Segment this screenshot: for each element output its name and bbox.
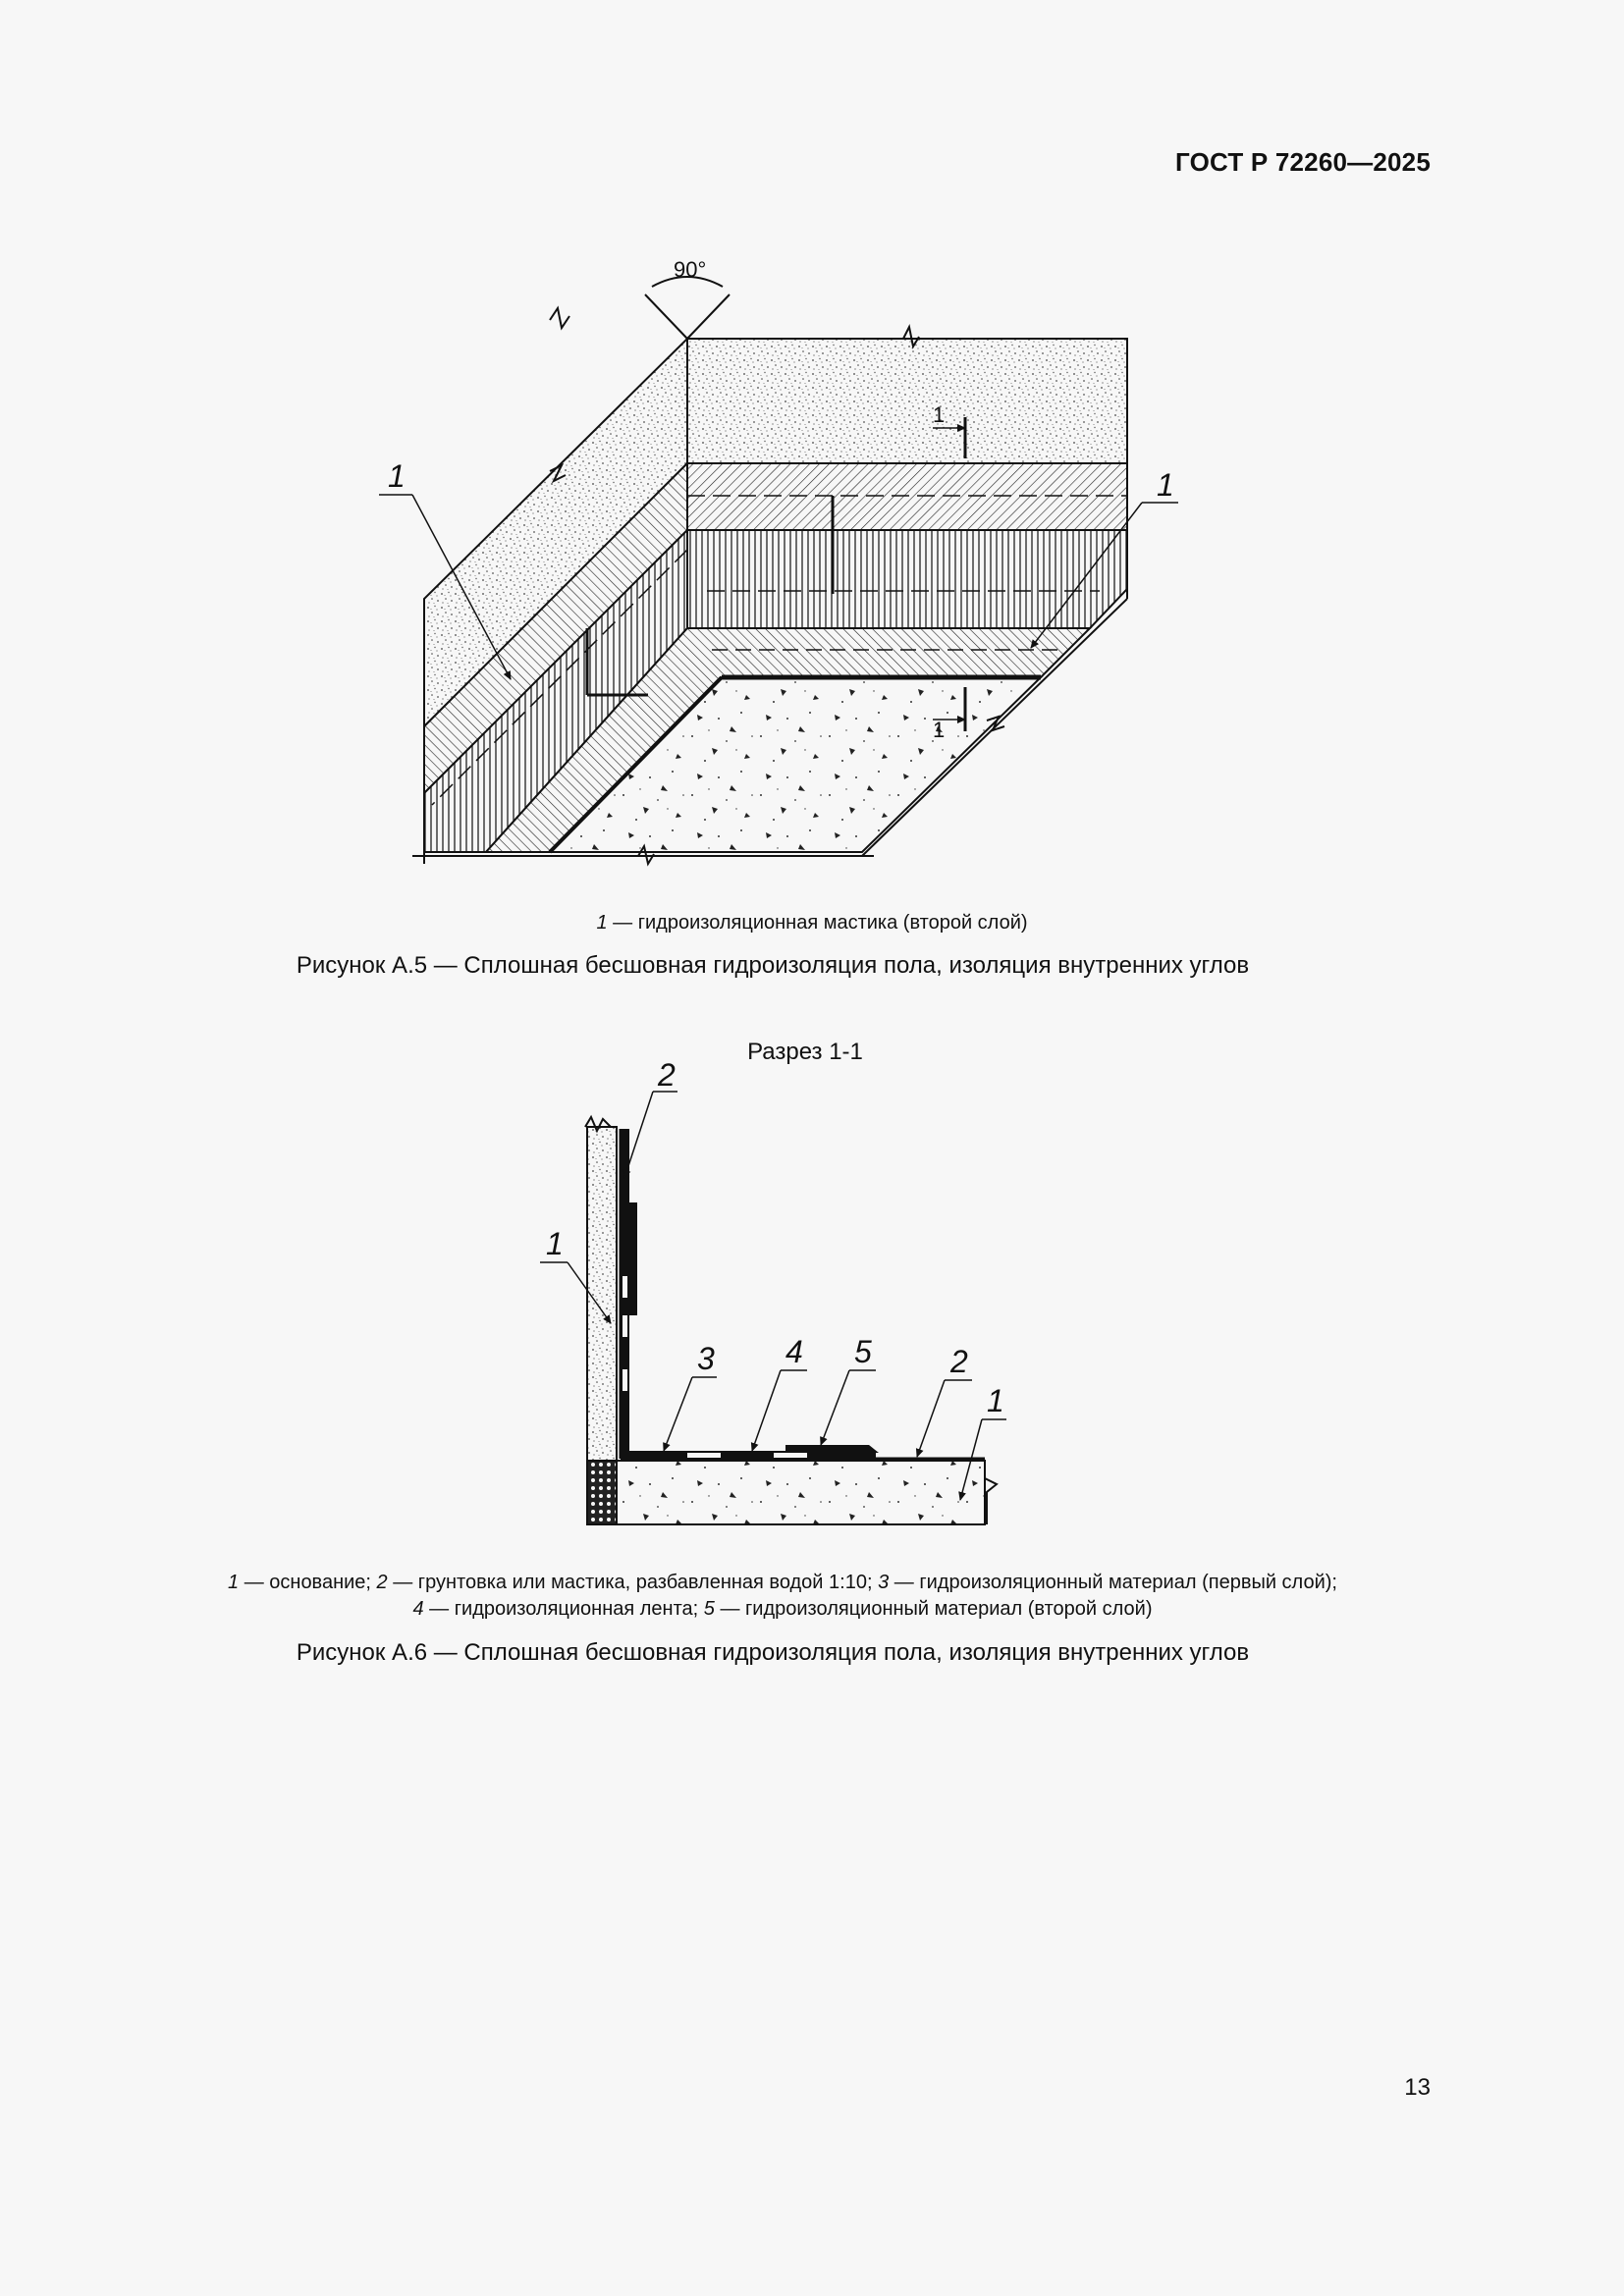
figure-a6-caption: Рисунок А.6 — Сплошная бесшовная гидроизоляция пола, изоляция внутренних углов: [296, 1639, 1250, 1666]
callout-a6-3: 3: [697, 1341, 715, 1376]
legend-text: — гидроизоляционный материал (первый слой);: [889, 1572, 1337, 1593]
legend-number: 3: [878, 1572, 890, 1593]
legend-text: — гидроизоляционная мастика (второй слой): [607, 912, 1028, 934]
callout-a6-5: 5: [854, 1334, 872, 1369]
callout-a6-2-top: 2: [658, 1057, 676, 1093]
callout-a5-left: 1: [388, 458, 406, 494]
callout-a6-1-right: 1: [987, 1383, 1004, 1418]
figure-a5-drawing: [379, 257, 1178, 864]
legend-text: — основание;: [239, 1572, 377, 1593]
section-title: Разрез 1-1: [747, 1039, 863, 1065]
callout-a6-4: 4: [785, 1334, 803, 1369]
legend-number: 1: [228, 1572, 240, 1593]
legend-number: 2: [376, 1572, 388, 1593]
document-standard-number: ГОСТ Р 72260—2025: [1175, 147, 1431, 177]
section-mark-lower: 1: [933, 718, 946, 742]
legend-text: — гидроизоляционная лента;: [423, 1598, 704, 1620]
figure-a6-legend: [226, 1570, 1339, 1623]
legend-number: 5: [703, 1598, 715, 1620]
legend-number: 4: [412, 1598, 424, 1620]
angle-label: 90°: [674, 257, 707, 282]
section-mark-upper: 1: [933, 402, 946, 427]
callout-a6-1-left: 1: [546, 1226, 564, 1261]
callout-a6-2-right: 2: [950, 1344, 968, 1379]
legend-text: — гидроизоляционный материал (второй слой): [714, 1598, 1153, 1620]
page-number: 13: [1404, 2074, 1431, 2101]
figure-a5-caption: Рисунок А.5 — Сплошная бесшовная гидроизоляция пола, изоляция внутренних углов: [296, 952, 1250, 979]
legend-text: — грунтовка или мастика, разбавленная водой 1:10;: [387, 1572, 879, 1593]
legend-number: 1: [596, 912, 608, 934]
callout-a5-right: 1: [1157, 467, 1174, 503]
figure-a6-drawing: [540, 1057, 1006, 1524]
figure-a5-legend: [0, 910, 1624, 936]
